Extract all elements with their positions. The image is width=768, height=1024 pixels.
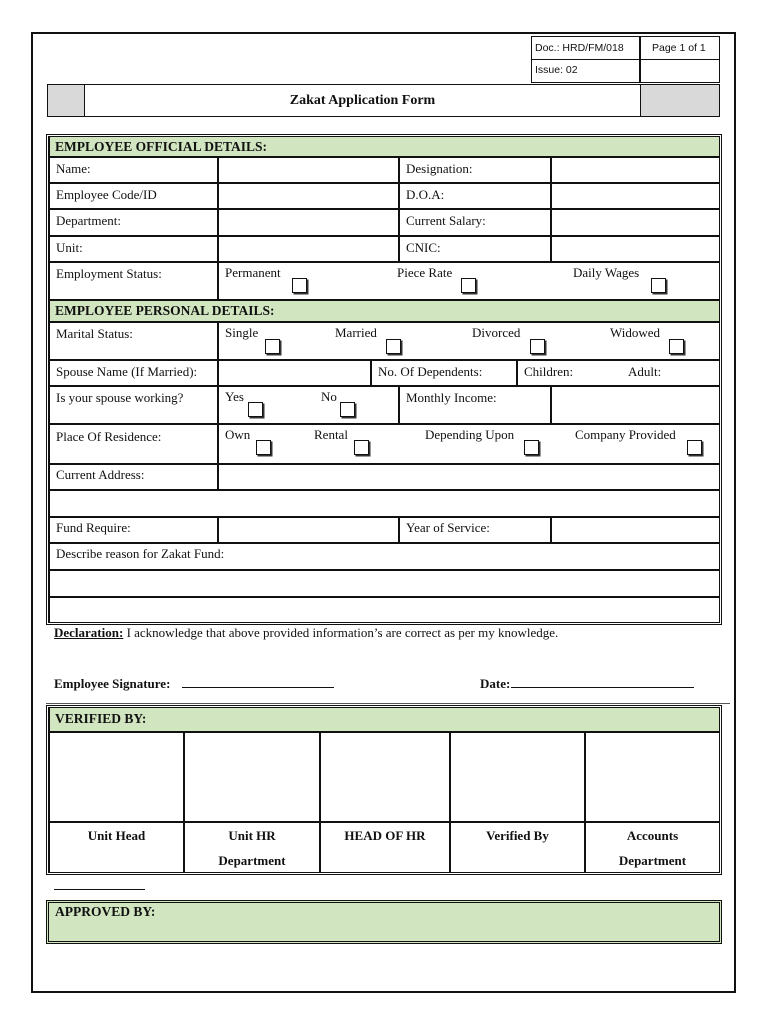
company-provided-checkbox[interactable]: [687, 440, 702, 455]
verified-by-signature-box[interactable]: [450, 732, 585, 822]
unit-label-cell: [49, 236, 218, 262]
name-label-cell: [49, 157, 218, 183]
unit-hr-department-label-line2: Department: [218, 853, 286, 868]
unit-head-label-cell: [49, 822, 184, 873]
reason-label-cell: [49, 543, 720, 570]
unit-hr-department-label: Unit HR: [228, 828, 276, 843]
head-of-hr-signature-box[interactable]: [320, 732, 450, 822]
year-of-service-label: Year of Service:: [406, 520, 490, 535]
fund-require-label-cell: [49, 517, 218, 543]
unit-hr-department-signature-box[interactable]: [184, 732, 320, 822]
company-provided-option-label: Company Provided: [575, 427, 676, 442]
employee-code-label: Employee Code/ID: [56, 187, 157, 202]
declaration-text: I acknowledge that above provided information’s are correct as per my knowledge.: [123, 625, 559, 640]
current-salary-label-cell: [399, 209, 551, 236]
section-divider: [46, 703, 730, 704]
unit-hr-department-label-cell: [184, 822, 320, 873]
year-of-service-label-cell: [399, 517, 551, 543]
cnic-label: CNIC:: [406, 240, 441, 255]
accounts-department-signature-box[interactable]: [585, 732, 720, 822]
doc-number: Doc.: HRD/FM/018: [535, 42, 624, 54]
head-of-hr-label-cell: [320, 822, 450, 873]
married-option-label: Married: [335, 325, 377, 340]
rental-checkbox[interactable]: [354, 440, 369, 455]
employment-status-label: Employment Status:: [56, 266, 162, 281]
department-label-cell: [49, 209, 218, 236]
residence-label-cell: [49, 424, 218, 464]
verified-by-label-cell: [450, 822, 585, 873]
permanent-option-label: Permanent: [225, 265, 281, 280]
employee-code-field[interactable]: [218, 183, 399, 209]
head-of-hr-label: HEAD OF HR: [344, 828, 426, 843]
declaration: [54, 625, 558, 641]
title-right-box: [640, 84, 720, 117]
year-of-service-field[interactable]: [551, 517, 720, 543]
designation-field[interactable]: [551, 157, 720, 183]
employee-code-label-cell: [49, 183, 218, 209]
accounts-department-label-cell: [585, 822, 720, 873]
verified-section-header: [49, 707, 720, 732]
accounts-department-label-line2: Department: [618, 853, 687, 868]
yes-option-label: Yes: [225, 389, 244, 404]
page-number-cell: [640, 36, 720, 60]
single-checkbox[interactable]: [265, 339, 280, 354]
single-option-label: Single: [225, 325, 259, 340]
current-address-field-line2[interactable]: [49, 490, 720, 517]
unit-label: Unit:: [56, 240, 83, 255]
issue-number: Issue: 02: [535, 64, 578, 76]
widowed-checkbox[interactable]: [669, 339, 684, 354]
official-section-header: [49, 136, 720, 157]
current-address-label: Current Address:: [56, 467, 145, 482]
verified-by-label: Verified By: [486, 828, 549, 843]
residence-label: Place Of Residence:: [56, 429, 162, 444]
permanent-checkbox[interactable]: [292, 278, 307, 293]
dependents-label: No. Of Dependents:: [378, 364, 483, 379]
employment-status-label-cell: [49, 262, 218, 300]
title-cell: [84, 84, 641, 117]
unit-field[interactable]: [218, 236, 399, 262]
marital-status-label-cell: [49, 322, 218, 360]
page-number: Page 1 of 1: [652, 42, 706, 54]
spouse-name-label: Spouse Name (If Married):: [56, 364, 198, 379]
spouse-name-label-cell: [49, 360, 218, 386]
blank-header-cell: [640, 59, 720, 83]
personal-section-header: [49, 300, 720, 322]
piece-rate-checkbox[interactable]: [461, 278, 476, 293]
doa-label-cell: [399, 183, 551, 209]
piece-rate-option-label: Piece Rate: [397, 265, 453, 280]
employee-signature-line[interactable]: [182, 687, 334, 688]
current-salary-field[interactable]: [551, 209, 720, 236]
approved-section: [46, 900, 722, 944]
department-field[interactable]: [218, 209, 399, 236]
issue-cell: [531, 59, 640, 83]
doc-number-cell: [531, 36, 640, 60]
designation-label-cell: [399, 157, 551, 183]
reason-field-line2[interactable]: [49, 597, 720, 623]
verified-header-text: VERIFIED BY:: [55, 711, 147, 726]
divorced-checkbox[interactable]: [530, 339, 545, 354]
doa-field[interactable]: [551, 183, 720, 209]
rental-option-label: Rental: [314, 427, 348, 442]
employee-signature-label: Employee Signature:: [54, 676, 171, 691]
date-line[interactable]: [511, 687, 694, 688]
marital-status-label: Marital Status:: [56, 326, 133, 341]
yes-checkbox[interactable]: [248, 402, 263, 417]
divorced-option-label: Divorced: [472, 325, 521, 340]
title-left-box: [47, 84, 85, 117]
current-salary-label: Current Salary:: [406, 213, 486, 228]
declaration-label: Declaration:: [54, 625, 124, 640]
own-option-label: Own: [225, 427, 251, 442]
depending-upon-checkbox[interactable]: [524, 440, 539, 455]
daily-wages-option-label: Daily Wages: [573, 265, 640, 280]
cnic-label-cell: [399, 236, 551, 262]
form-title: Zakat Application Form: [289, 93, 436, 108]
married-checkbox[interactable]: [386, 339, 401, 354]
name-field[interactable]: [218, 157, 399, 183]
accounts-department-label: Accounts: [626, 828, 679, 843]
cnic-field[interactable]: [551, 236, 720, 262]
monthly-income-field[interactable]: [551, 386, 720, 424]
widowed-option-label: Widowed: [610, 325, 661, 340]
fund-require-field[interactable]: [218, 517, 399, 543]
spouse-working-label: Is your spouse working?: [56, 390, 184, 405]
date-label: Date:: [480, 676, 511, 691]
reason-field-line1[interactable]: [49, 570, 720, 597]
fund-require-label: Fund Require:: [56, 520, 131, 535]
short-rule: [54, 889, 145, 890]
monthly-income-label: Monthly Income:: [406, 390, 497, 405]
depending-upon-option-label: Depending Upon: [425, 427, 515, 442]
unit-head-signature-box[interactable]: [49, 732, 184, 822]
personal-header-text: EMPLOYEE PERSONAL DETAILS:: [55, 303, 275, 318]
current-address-label-cell: [49, 464, 218, 490]
spouse-working-options: [218, 386, 399, 424]
department-label: Department:: [56, 213, 121, 228]
name-label: Name:: [56, 161, 91, 176]
spouse-name-field[interactable]: [218, 360, 371, 386]
dependents-label-cell: [371, 360, 517, 386]
children-label: Children:: [524, 364, 574, 379]
doa-label: D.O.A:: [406, 187, 445, 202]
own-checkbox[interactable]: [256, 440, 271, 455]
current-address-field[interactable]: [218, 464, 720, 490]
no-checkbox[interactable]: [340, 402, 355, 417]
reason-label: Describe reason for Zakat Fund:: [56, 546, 225, 561]
monthly-income-label-cell: [399, 386, 551, 424]
dependents-field[interactable]: [517, 360, 720, 386]
no-option-label: No: [321, 389, 337, 404]
spouse-working-label-cell: [49, 386, 218, 424]
approved-header-text: APPROVED BY:: [55, 904, 156, 919]
official-header-text: EMPLOYEE OFFICIAL DETAILS:: [55, 139, 268, 154]
daily-wages-checkbox[interactable]: [651, 278, 666, 293]
adult-label: Adult:: [628, 364, 662, 379]
unit-head-label: Unit Head: [87, 828, 146, 843]
designation-label: Designation:: [406, 161, 473, 176]
